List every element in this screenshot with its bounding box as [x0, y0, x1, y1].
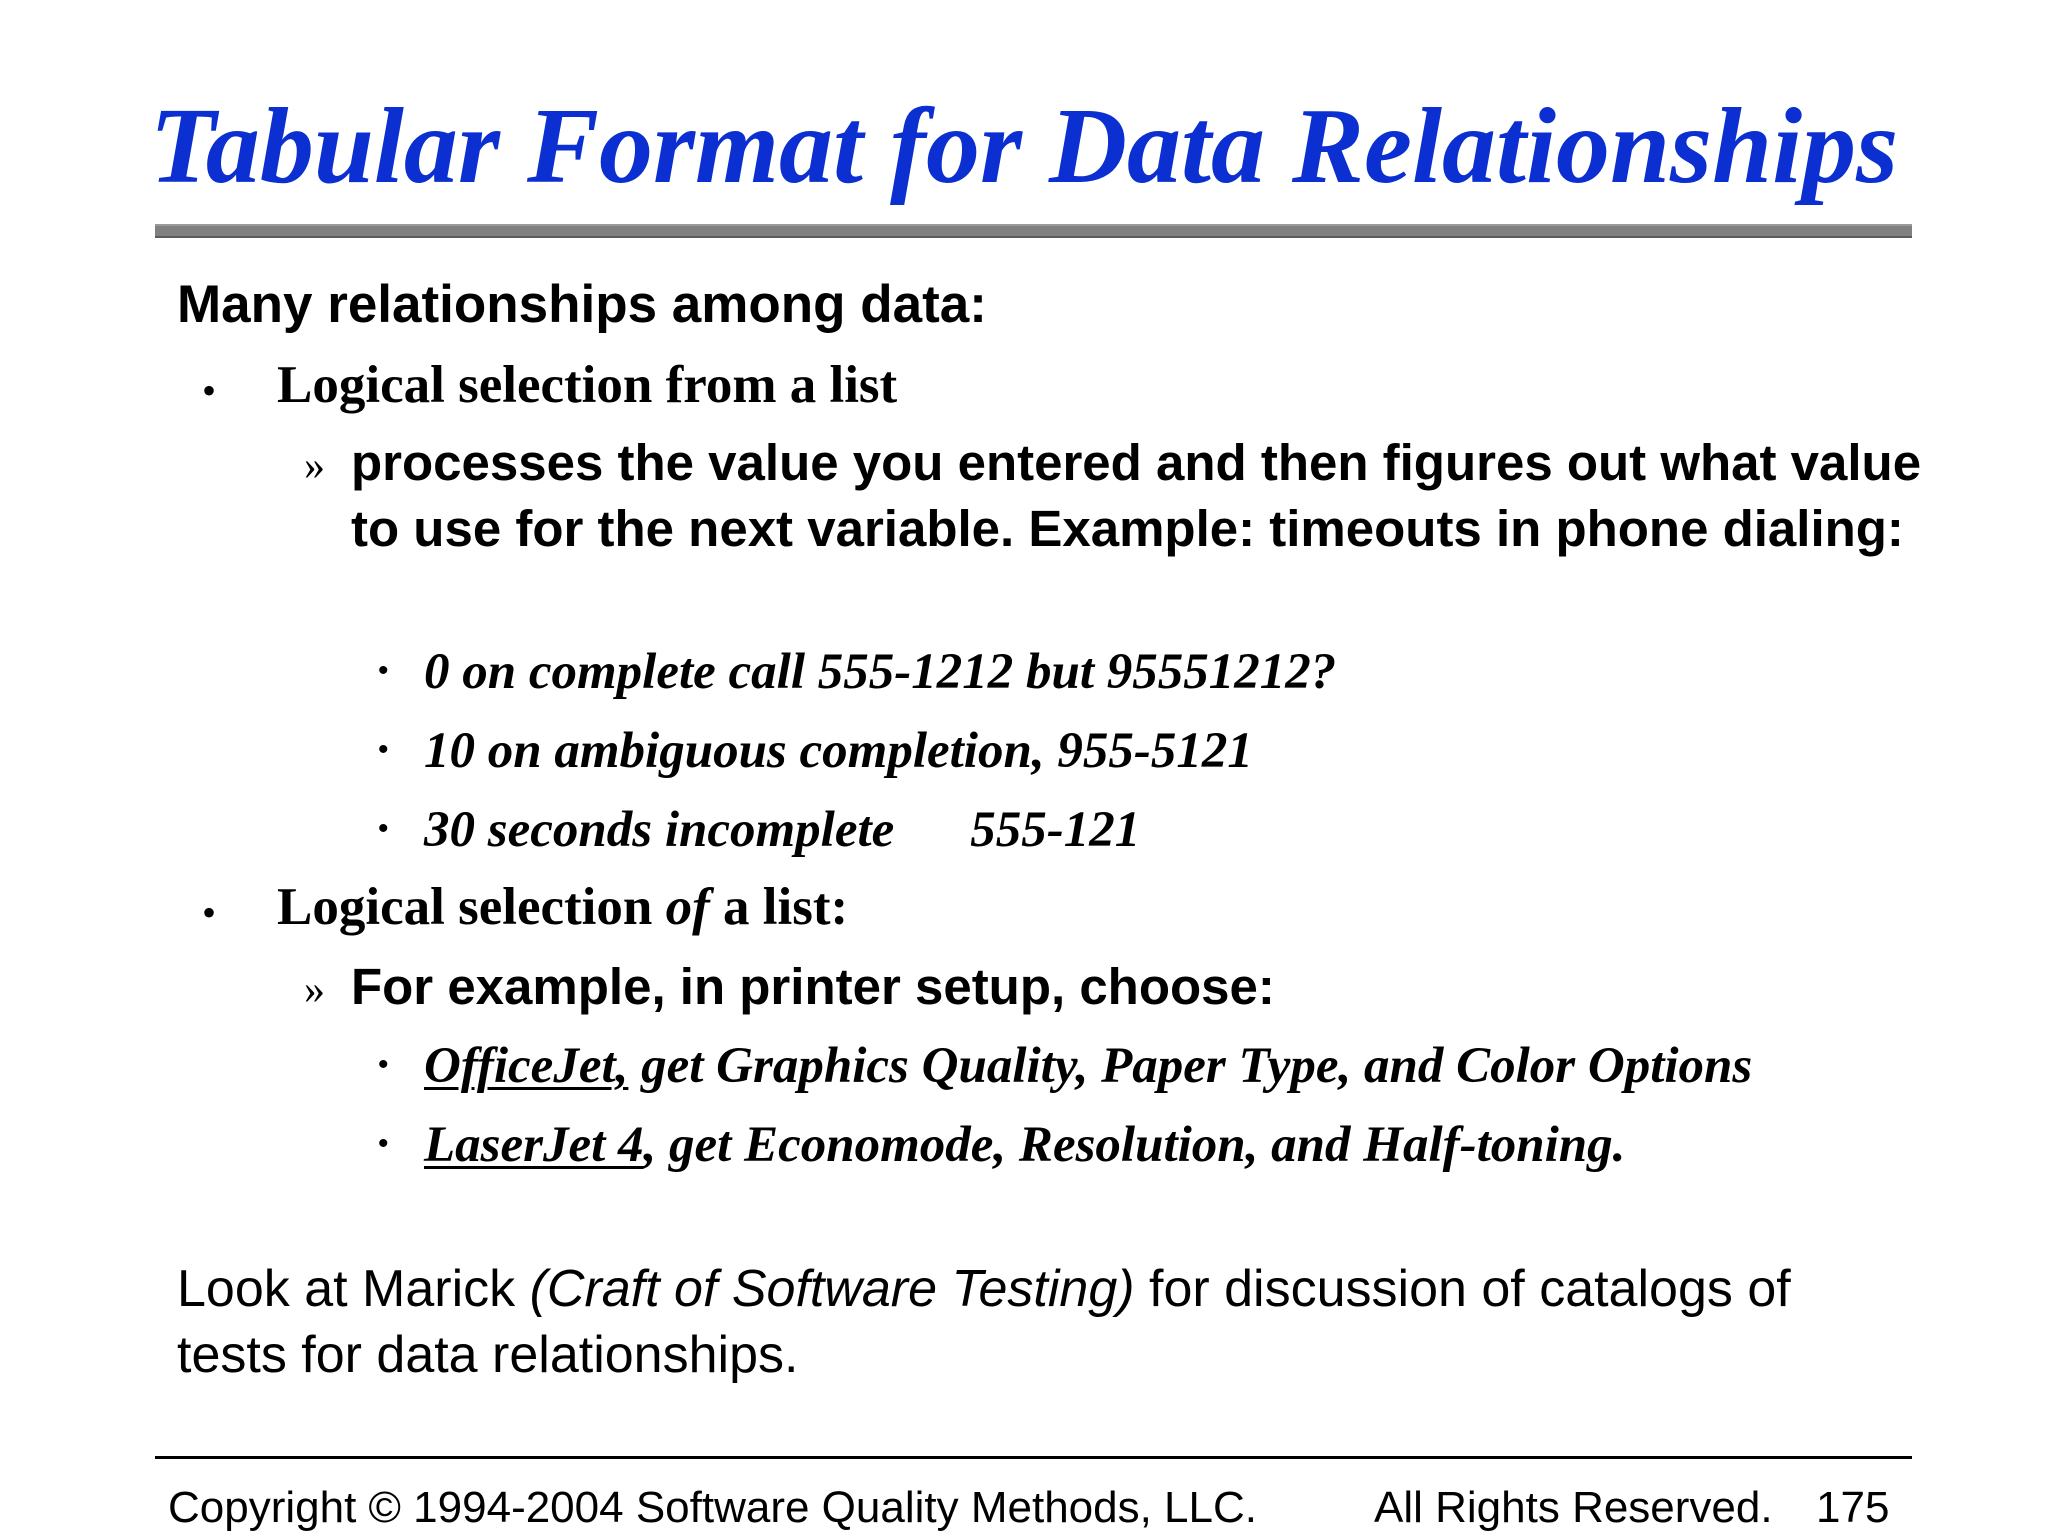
intro-text: Many relationships among data: [177, 275, 987, 334]
small-bullet-icon: • [378, 1127, 389, 1160]
example-number: 555-121 [970, 802, 1141, 858]
item-heading [277, 877, 848, 937]
example-item: 10 on ambiguous completion, 955-5121 [424, 723, 1253, 779]
heading-part: a list: [709, 878, 849, 936]
small-bullet-icon: • [378, 1048, 389, 1081]
bullet-icon: • [202, 368, 217, 413]
chevron-bullet-icon: » [304, 443, 325, 489]
heading-emphasis: of [665, 878, 710, 936]
example-item [424, 800, 1140, 860]
note-text: for discussion of catalogs of tests for data relationships. [177, 1260, 1791, 1384]
chevron-bullet-icon: » [304, 967, 325, 1013]
sub-item-text: processes the value you entered and then figures out what value to use for the next variable. Example: timeouts in phone dialing: [351, 434, 1922, 557]
small-bullet-icon: • [378, 812, 389, 845]
heading-part: Logical selection [277, 878, 666, 936]
example-text: , get Economode, Resolution, and Half-toning. [643, 1117, 1626, 1173]
footer-divider [155, 1456, 1912, 1459]
rights-text: All Rights Reserved. [1374, 1483, 1773, 1532]
sub-item-text: For example, in printer setup, choose: [351, 958, 1275, 1015]
book-title: (Craft of Software Testing) [529, 1260, 1135, 1318]
example-item [424, 1036, 1752, 1096]
item-heading: Logical selection from a list [277, 356, 898, 414]
example-text: get Graphics Quality, Paper Type, and Color Options [628, 1038, 1753, 1094]
example-item [424, 1115, 1625, 1175]
note-text: Look at Marick [177, 1260, 530, 1318]
copyright-text: Copyright © 1994-2004 Software Quality Methods, LLC. [168, 1483, 1257, 1532]
small-bullet-icon: • [378, 733, 389, 766]
example-label: 30 seconds incomplete [424, 802, 895, 858]
example-item: 0 on complete call 555-1212 but 95551212? [424, 644, 1337, 700]
small-bullet-icon: • [378, 654, 389, 687]
slide-title: Tabular Format for Data Relationships [149, 87, 1899, 206]
title-divider [155, 224, 1912, 238]
page-number: 175 [1816, 1483, 1890, 1532]
printer-link[interactable]: OfficeJet, [424, 1038, 629, 1094]
printer-link[interactable]: LaserJet 4 [424, 1117, 644, 1173]
reference-note [177, 1256, 1907, 1388]
bullet-icon: • [202, 890, 217, 935]
